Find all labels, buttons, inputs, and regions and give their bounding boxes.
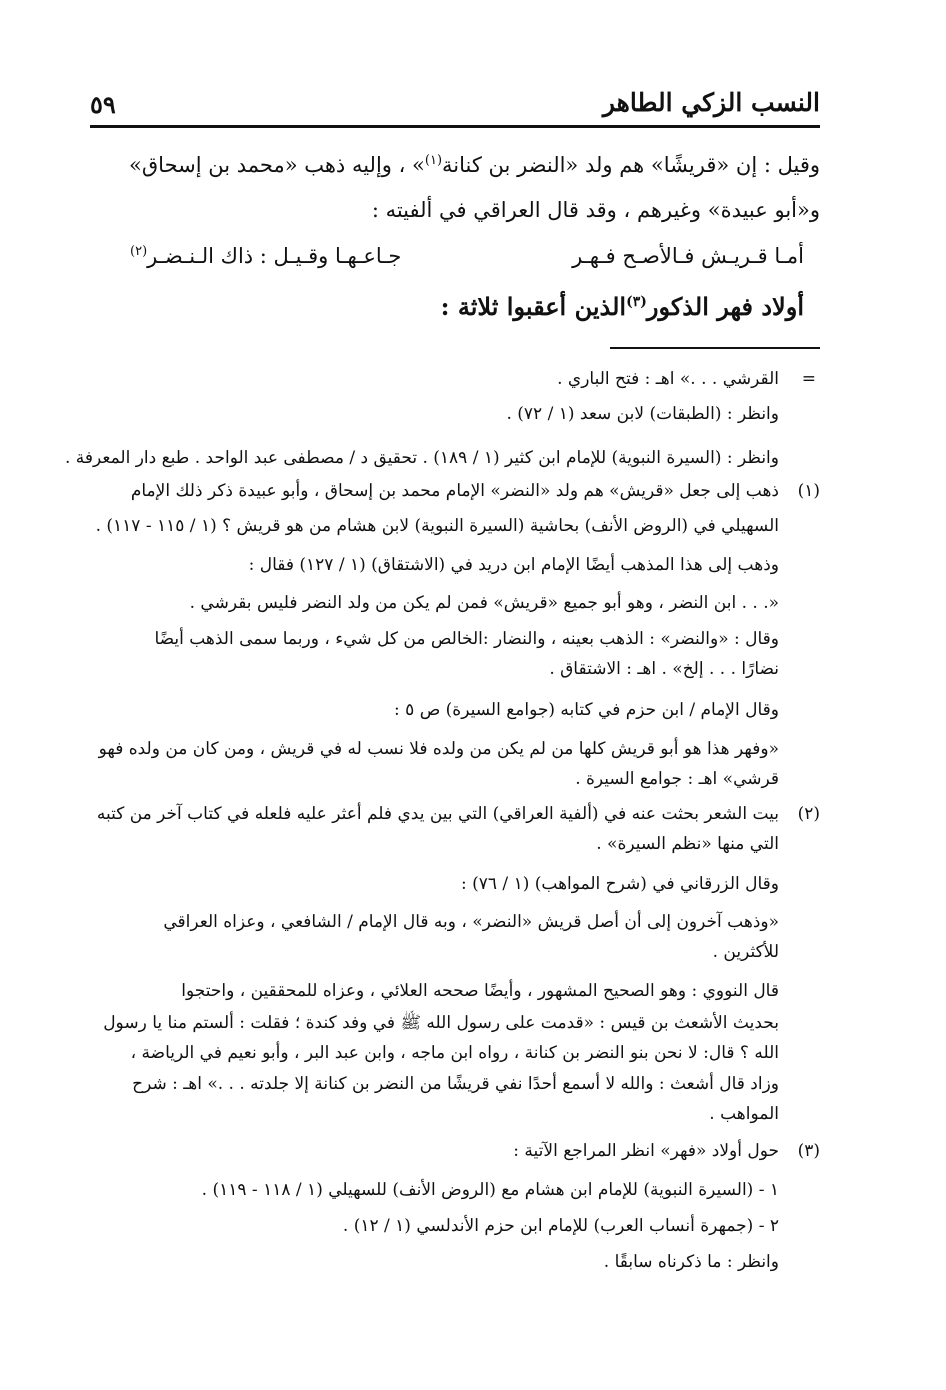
footnote-1-line: نضارًا . . . إلخ» . اهـ : الاشتقاق .	[549, 659, 779, 679]
footnote-2-line: بيت الشعر بحثت عنه في (ألفية العراقي) التي بين يدي فلم أعثر عليه فلعله في كتاب آخر من كتبه	[96, 804, 779, 824]
main-text-segment: وقيل : إن «قريشًا» هم ولد «النضر بن كنانة	[442, 153, 820, 177]
page-number: ٥٩	[90, 90, 116, 119]
footnote-1-line: وقال الإمام / ابن حزم في كتابه (جوامع السيرة) ص ٥ :	[394, 700, 779, 720]
footnote-3-line: ٢ - (جمهرة أنساب العرب) للإمام ابن حزم الأندلسي (١ / ١٢) .	[342, 1216, 779, 1236]
footnote-1-line: «. . . ابن النضر ، وهو أبو جميع «قريش» فمن لم يكن من ولد النضر فليس بقرشي .	[189, 593, 779, 613]
footnote-3-line: حول أولاد «فهر» انظر المراجع الآتية :	[513, 1141, 779, 1161]
footnote-2-marker: (٢)	[797, 804, 820, 824]
footnote-ref-2: (٢)	[130, 244, 148, 259]
heading-text: أولاد فهر الذكور	[646, 292, 804, 321]
footnote-2-line: وقال الزرقاني في (شرح المواهب) (١ / ٧٦) :	[461, 874, 779, 894]
footnote-1-line: ذهب إلى جعل «قريش» هم ولد «النضر» الإمام محمد بن إسحاق ، وأبو عبيدة ذكر ذلك الإمام	[130, 481, 779, 501]
verse-hemistich-1: أمـا قـريـش فـالأصـح فـهـر	[572, 244, 804, 268]
footnote-line: وانظر : (الطبقات) لابن سعد (١ / ٧٢) .	[506, 404, 779, 424]
footnote-2-line: بحديث الأشعث بن قيس : «قدمت على رسول الله ﷺ في وفد كندة ؛ فقلت : ألستم منا يا رسول	[103, 1013, 779, 1033]
footnote-2-line: قال النووي : وهو الصحيح المشهور ، وأيضًا صححه العلائي ، وعزاه للمحققين ، واحتجوا	[181, 981, 779, 1001]
footnote-3-line: وانظر : ما ذكرناه سابقًا .	[603, 1252, 779, 1272]
footnote-1-line: السهيلي في (الروض الأنف) بحاشية (السيرة النبوية) لابن هشام من هو قريش ؟ (١ / ١١٥ - ١١٧) .	[95, 516, 779, 536]
header-rule	[90, 125, 820, 128]
running-header-title: النسب الزكي الطاهر	[602, 88, 820, 117]
footnote-2-line: «وذهب آخرون إلى أن أصل قريش «النضر» ، وبه قال الإمام / الشافعي ، وعزاه العراقي	[163, 912, 779, 932]
footnote-continuation-marker: =	[801, 369, 816, 389]
main-text-line-2: و«أبو عبيدة» وغيرهم ، وقد قال العراقي في ألفيته :	[371, 198, 820, 222]
footnote-2-line: المواهب .	[709, 1104, 779, 1124]
footnote-line: وانظر : (السيرة النبوية) للإمام ابن كثير (١ / ١٨٩) . تحقيق د / مصطفى عبد الواحد . طبع دار المعرفة .	[64, 448, 779, 468]
footnote-3-line: ١ - (السيرة النبوية) للإمام ابن هشام مع (الروض الأنف) للسهيلي (١ / ١١٨ - ١١٩) .	[201, 1180, 779, 1200]
footnote-separator	[610, 347, 820, 349]
footnote-2-line: للأكثرين .	[712, 942, 779, 962]
section-heading	[441, 292, 804, 321]
footnote-1-line: وقال : «والنضر» : الذهب بعينه ، والنضار :الخالص من كل شيء ، وربما سمى الذهب أيضًا	[154, 629, 779, 649]
footnote-ref-3: (٣)	[626, 294, 647, 310]
footnote-ref-1: (١)	[424, 153, 443, 168]
footnote-1-line: «وفهر هذا هو أبو قريش كلها من لم يكن من ولده فلا نسب له في قريش ، ومن كان من ولده فهو	[98, 739, 779, 759]
footnote-line: القرشي . . .» اهـ : فتح الباري .	[557, 369, 779, 389]
heading-text: الذين أعقبوا ثلاثة :	[440, 292, 627, 321]
main-text-segment: » ، وإليه ذهب «محمد بن إسحاق»	[129, 153, 425, 177]
verse-hemistich-2	[130, 244, 401, 268]
footnote-3-marker: (٣)	[797, 1141, 820, 1161]
main-text-line-1	[129, 153, 820, 177]
footnote-2-line: التي منها «نظم السيرة» .	[596, 834, 779, 854]
footnote-1-marker: (١)	[797, 481, 820, 501]
footnote-2-line: الله ؟ قال: لا نحن بنو النضر بن كنانة ، رواه ابن ماجه ، وابن عبد البر ، وأبو نعيم في الرياضة ،	[130, 1043, 779, 1063]
footnote-2-line: وزاد قال أشعث : والله لا أسمع أحدًا نفي قريشًا من النضر بن كنانة إلا جلدته . . .» اهـ : شرح	[132, 1074, 779, 1094]
verse-text: جـاعـهـا وقـيـل : ذاك الـنـضـر	[147, 244, 402, 268]
footnote-1-line: وذهب إلى هذا المذهب أيضًا الإمام ابن دريد في (الاشتقاق) (١ / ١٢٧) فقال :	[248, 555, 779, 575]
footnote-1-line: قرشي» اهـ : جوامع السيرة .	[575, 769, 779, 789]
